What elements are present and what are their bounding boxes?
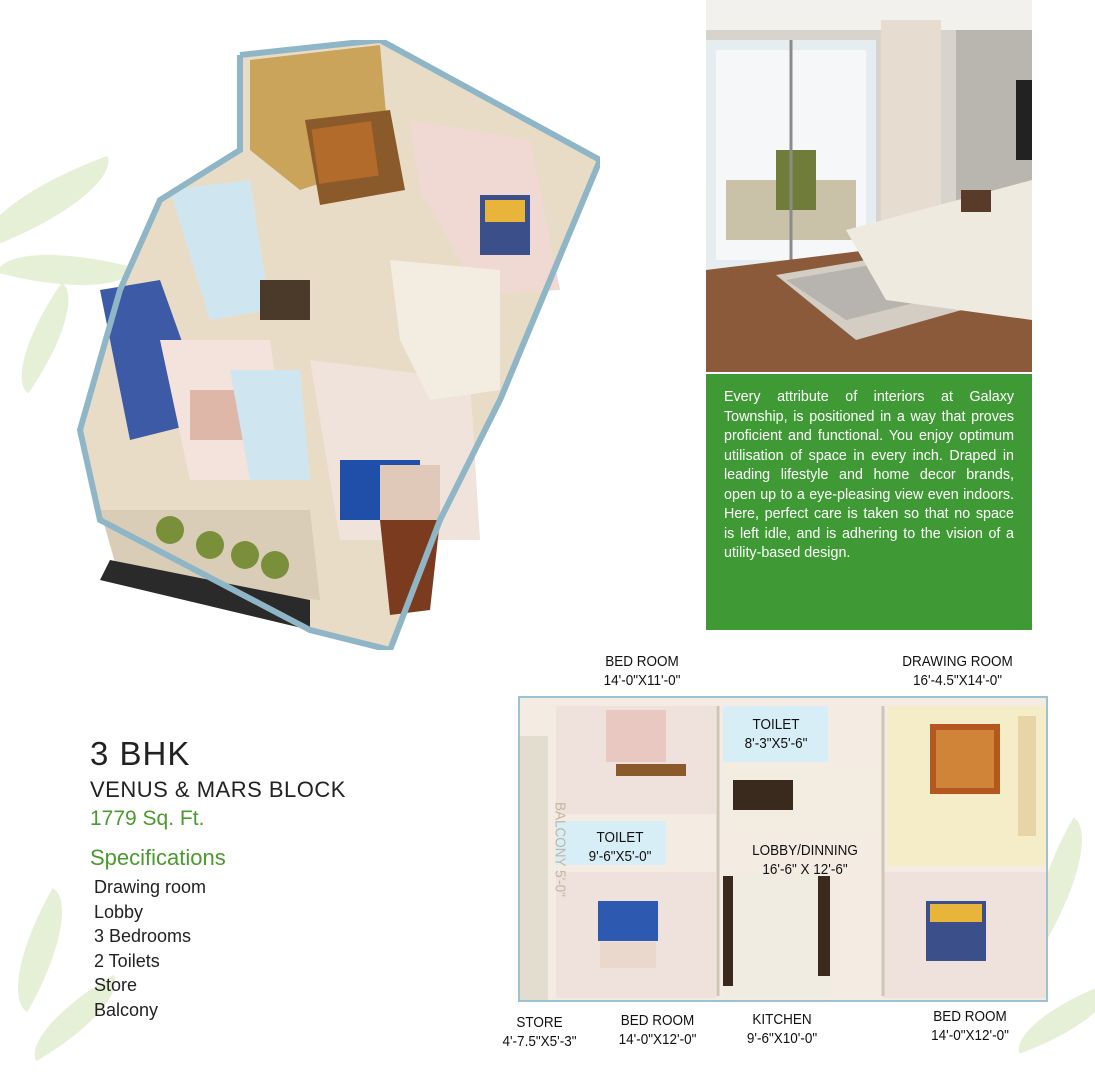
room-name: STORE bbox=[516, 1014, 563, 1031]
specifications-heading: Specifications bbox=[90, 845, 226, 870]
room-label-kitchen bbox=[728, 1010, 836, 1048]
room-label-balcony bbox=[551, 787, 570, 913]
description-text: Every attribute of interiors at Galaxy Township, is positioned in a way that proves proficient and functional. You enjoy optimum utilisation of space in every inch. Draped in leading lifestyle and home decor brands, open up to a eye-pleasing view even indoors. Here, perfect care is taken so that no space is left idle, and is adhering to the vision of a utility-based design. bbox=[724, 389, 1014, 561]
room-dimensions: 9'-6"X10'-0" bbox=[746, 1030, 818, 1047]
room-name: BED ROOM bbox=[605, 653, 679, 670]
unit-type: 3 BHK bbox=[90, 735, 191, 772]
room-dimensions: 16'-6" X 12'-6" bbox=[762, 861, 848, 878]
room-name: TOILET bbox=[596, 829, 644, 846]
room-label-toilet-top bbox=[722, 715, 830, 753]
room-dimensions: 8'-3"X5'-6" bbox=[744, 735, 808, 752]
spec-item: Balcony bbox=[94, 999, 159, 1020]
room-name: BALCONY 5'-0" bbox=[551, 802, 569, 897]
spec-item: 2 Toilets bbox=[94, 950, 160, 971]
isometric-floor-plan-image bbox=[60, 40, 600, 650]
spec-item: Drawing room bbox=[94, 877, 207, 897]
room-name: KITCHEN bbox=[752, 1011, 812, 1028]
room-label-lobby bbox=[738, 841, 873, 879]
room-name: DRAWING ROOM bbox=[902, 653, 1013, 670]
room-label-toilet-mid bbox=[566, 828, 674, 866]
block-name: VENUS & MARS BLOCK bbox=[90, 777, 346, 802]
room-dimensions: 16'-4.5"X14'-0" bbox=[912, 672, 1003, 689]
unit-area: 1779 Sq. Ft. bbox=[90, 807, 205, 830]
room-dimensions: 14'-0"X12'-0" bbox=[618, 1031, 697, 1048]
room-label-bed-room-top bbox=[579, 652, 705, 690]
room-dimensions: 9'-6"X5'-0" bbox=[588, 848, 652, 865]
room-name: BED ROOM bbox=[620, 1012, 695, 1029]
leaf-decoration bbox=[0, 888, 87, 1012]
room-label-store bbox=[488, 1013, 592, 1051]
room-label-bed-room-bottom-left bbox=[597, 1011, 719, 1049]
room-dimensions: 4'-7.5"X5'-3" bbox=[502, 1033, 577, 1050]
spec-item: Lobby bbox=[94, 901, 144, 922]
bedroom-photo bbox=[706, 0, 1032, 372]
unit-info bbox=[90, 735, 346, 1022]
specifications-list bbox=[94, 875, 346, 1022]
room-label-drawing-room bbox=[883, 652, 1032, 690]
room-label-bed-room-bottom-right bbox=[907, 1007, 1033, 1045]
room-dimensions: 14'-0"X12'-0" bbox=[931, 1027, 1009, 1044]
room-dimensions: 14'-0"X11'-0" bbox=[603, 672, 681, 689]
spec-item: 3 Bedrooms bbox=[94, 926, 192, 946]
room-name: TOILET bbox=[752, 716, 800, 733]
spec-item: Store bbox=[94, 975, 138, 995]
description-box bbox=[706, 374, 1032, 630]
room-name: BED ROOM bbox=[933, 1008, 1007, 1025]
room-name: LOBBY/DINNING bbox=[752, 842, 858, 859]
